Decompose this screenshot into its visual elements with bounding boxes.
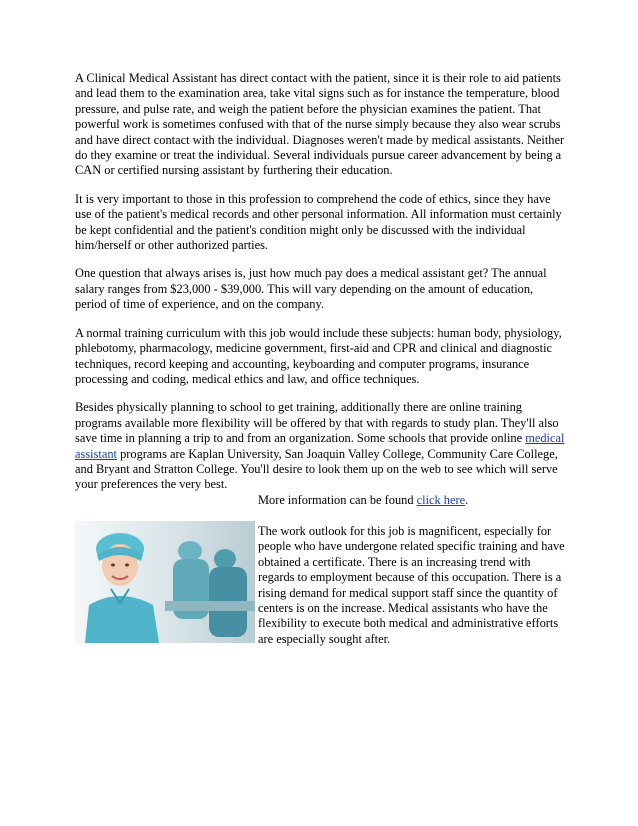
paragraph-training [75,400,565,492]
paragraph-role: A Clinical Medical Assistant has direct contact with the patient, since it is their role to aid patients and lead them to the examination area, take vital signs such as for instance the temperature, blood pressure, and pulse rate, and weigh the patient before the physician examines the patient. That powerful work is sometimes confused with that of the nurse simply because they also wear scrubs and have direct contact with the individual. Diagnoses weren't made by medical assistants. Neither do they examine or treat the individual. Several individuals pursue career advancement by being a CAN or certified nursing assistant by furthering their education. [75,71,565,178]
paragraph-ethics: It is very important to those in this profession to comprehend the code of ethics, since they have use of the patient's medical records and other personal information. All information must certainly be kept confidential and the patient's condition might only be discussed with the individual him/herself or other authorized parties. [75,191,562,253]
click-here-link[interactable]: click here [416,493,466,507]
medical-staff-photo-illustration [75,521,255,643]
job-outlook-paragraph: The work outlook for this job is magnificent, especially for people who have undergone related specific training and have obtained a certificate. There is an increasing trend with regards to employment because of this occupation. There is a rising demand for medical support staff since the quantity of centers is on the increase. Medical assistants who have the flexibility to execute both medical and administrative efforts are especially sought after. [258,524,565,646]
article-body [75,71,565,506]
paragraph-salary: One question that always arises is, just how much pay does a medical assistant get? The annual salary ranges from $23,000 - $39,000. This will vary depending on the amount of education, period of time of experience, and on the company. [75,266,547,312]
more-info-text: More information can be found [258,493,417,507]
paragraph-curriculum: A normal training curriculum with this job would include these subjects: human body, physiology, phlebotomy, pharmacology, medicine government, first-aid and CPR and clinical and diagnostic techniques, record keeping and accounting, keyboarding and computer programs, insurance processing and coding, medical ethics and law, and office techniques. [75,325,562,386]
more-info-line [258,493,468,508]
more-info-period: . [465,493,469,507]
paragraph-training-text-before: Besides physically planning to school to get training, additionally there are online training programs available more flexibility will be offered by that with regards to study plan. They'll also save time in planning a trip to and from an organization. Some schools that provide online [75,400,559,446]
medical-assistant-link[interactable]: medical assistant [75,431,565,461]
medical-staff-photo [75,521,255,643]
paragraph-training-text-after: programs are Kaplan University, San Joaquin Valley College, Community Care College, and Bryant and Stratton College. You'll desire to look them up on the web to see which will serve your preferences the very best. [75,446,558,492]
